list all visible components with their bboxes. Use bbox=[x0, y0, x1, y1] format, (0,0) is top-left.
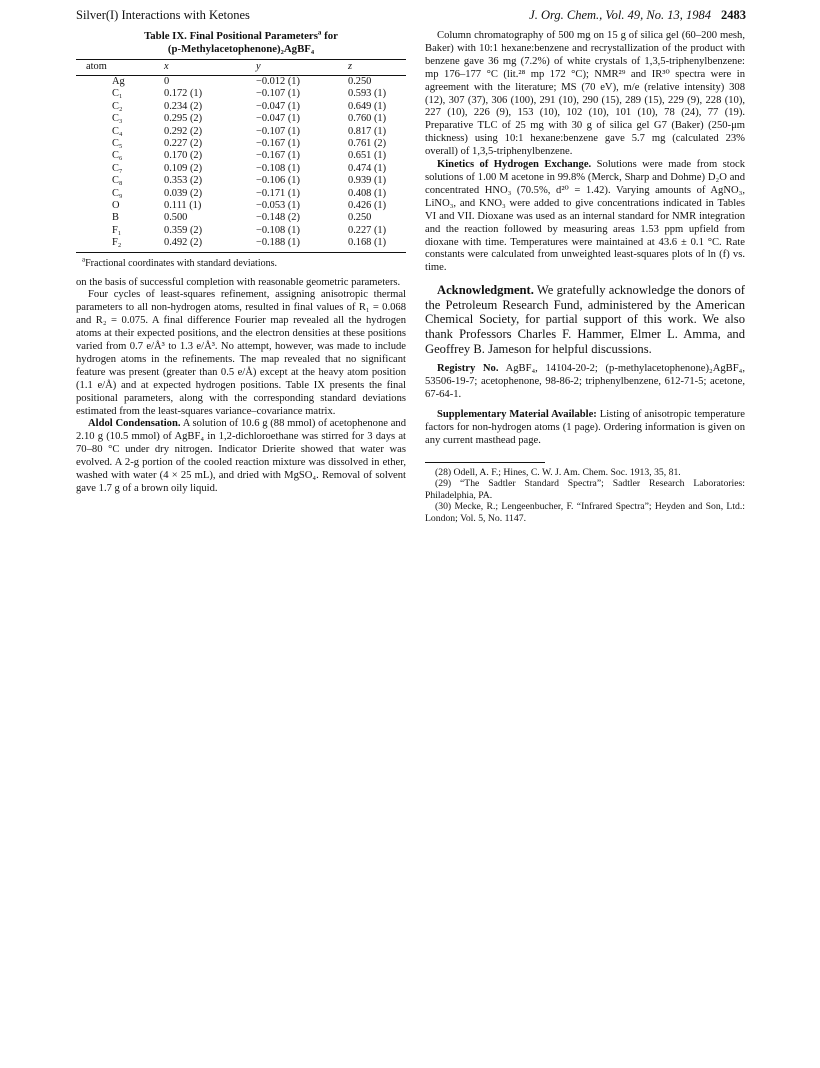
paragraph-acknowledgment bbox=[425, 283, 745, 356]
cell-z: 0.250 bbox=[348, 212, 372, 224]
paragraph-refinement: Four cycles of least-squares refinement, assigning anisotropic thermal parameters to all non-hydrogen atoms, resulted in final values of R₁ = 0.068 and R₂ = 0.075. A final difference Fourier map revealed all the hydrogen atoms at their expected positions, and the electron densities at these positions varied from 0.7 e/Å³ to 1.3 e/Å³. No attempt, however, was made to include hydrogen atoms in the refinements. The map revealed that no significant feature was present (greater than 0.5 e/Å) except at the heavy atom position (1.1 e/Å) and at expected hydrogen positions. Table IX presents the final positional parameters, along with the corresponding standard deviations estimated from the least-squares variance–covariance matrix. bbox=[76, 289, 406, 417]
cell-y: −0.108 (1) bbox=[256, 162, 300, 174]
supplementary-body: Listing of anisotropic temperature factors for non-hydrogen atoms (1 page). Ordering information is given on any current masthead page. bbox=[425, 408, 745, 446]
cell-atom: F₁ bbox=[112, 224, 122, 236]
cell-x: 0.292 (2) bbox=[164, 125, 203, 137]
table-row bbox=[76, 237, 406, 252]
cell-y: −0.012 (1) bbox=[256, 75, 300, 87]
cell-y: −0.167 (1) bbox=[256, 137, 300, 149]
column-header-z: z bbox=[348, 60, 406, 76]
positional-parameters-table bbox=[76, 59, 406, 253]
paragraph-kinetics bbox=[425, 159, 745, 275]
left-column bbox=[76, 30, 406, 496]
supplementary-heading: Supplementary Material Available: bbox=[437, 408, 597, 420]
cell-x: 0.500 bbox=[164, 212, 188, 224]
cell-y: −0.188 (1) bbox=[256, 237, 348, 252]
cell-atom: C₈ bbox=[112, 175, 123, 187]
table-row bbox=[76, 113, 406, 125]
cell-y: −0.108 (1) bbox=[256, 224, 300, 236]
cell-y: −0.167 (1) bbox=[256, 150, 300, 162]
cell-atom: C₅ bbox=[112, 137, 123, 149]
registry-body: AgBF₄, 14104-20-2; (p-methylacetophenone)₂AgBF₄, 53506-19-7; acetophenone, 98-86-2; triphenylbenzene, 612-71-5; acetone, 67-64-1. bbox=[425, 363, 745, 400]
paragraph-chromatography: Column chromatography of 500 mg on 15 g of silica gel (60–200 mesh, Baker) with 10:1 hexane:benzene and recrystallization of the product with benzene gave 36 mg (7.2%) of white crystals of 1,3,5-triphenylbenzene: mp 176–177 °C (lit.²⁸ mp 172 °C); NMR²⁹ and IR³⁰ spectra were in agreement with the literature; MS (70 eV), m/e (relative intensity) 308 (12), 307 (37), 306 (100), 291 (10), 290 (15), 289 (15), 229 (9), 228 (10), 227 (10), 226 (9), 153 (10), 102 (10), 101 (10), 78 (24), 77 (19). Preparative TLC of 25 mg with 30 g of silica gel G7 (Baker) (250-μm thickness) using 10:1 hexane:benzene gave 5.7 mg (calculated 23% overall) of 1,3,5-triphenylbenzene. bbox=[425, 30, 745, 158]
cell-atom: C₃ bbox=[112, 113, 123, 125]
cell-atom: Ag bbox=[112, 75, 125, 87]
reference-28: (28) Odell, A. F.; Hines, C. W. J. Am. Chem. Soc. 1913, 35, 81. bbox=[435, 466, 681, 478]
table-row bbox=[76, 200, 406, 212]
cell-x: 0.111 (1) bbox=[164, 199, 202, 211]
cell-y: −0.047 (1) bbox=[256, 113, 300, 125]
table-title bbox=[76, 30, 406, 55]
table-footnote bbox=[76, 255, 406, 271]
cell-z: 0.817 (1) bbox=[348, 125, 387, 137]
cell-x: 0.359 (2) bbox=[164, 224, 203, 236]
right-column bbox=[425, 30, 745, 525]
cell-atom: C₆ bbox=[112, 150, 123, 162]
reference-30: (30) Mecke, R.; Lengeenbucher, F. “Infrared Spectra”; Heyden and Son, Ltd.: London; Vol. 5, No. 1147. bbox=[425, 501, 745, 524]
aldol-heading: Aldol Condensation. bbox=[88, 418, 181, 430]
cell-x: 0.172 (1) bbox=[164, 88, 203, 100]
table-row bbox=[76, 88, 406, 100]
footnote-text: Fractional coordinates with standard deviations. bbox=[85, 257, 278, 269]
cell-z: 0.761 (2) bbox=[348, 137, 387, 149]
table-row bbox=[76, 75, 406, 88]
cell-z: 0.939 (1) bbox=[348, 175, 387, 187]
journal-citation bbox=[529, 8, 746, 23]
table-row bbox=[76, 163, 406, 175]
acknowledgment-body: We gratefully acknowledge the donors of the Petroleum Research Fund, administered by the American Chemical Society, for partial support of this work. We also thank Professors Charles F. Hammer, Elmer L. Amma, and Geoffrey B. Jameson for helpful discussions. bbox=[425, 283, 745, 356]
cell-z: 0.168 (1) bbox=[348, 237, 406, 252]
reference-29: (29) “The Sadtler Standard Spectra”; Sadtler Research Laboratories: Philadelphia, PA. bbox=[425, 478, 745, 501]
table-title-mark: a bbox=[317, 28, 322, 37]
cell-x: 0.353 (2) bbox=[164, 175, 203, 187]
cell-x: 0.492 (2) bbox=[164, 237, 256, 252]
table-header-row bbox=[76, 60, 406, 76]
cell-z: 0.651 (1) bbox=[348, 150, 387, 162]
journal-name: J. Org. Chem., Vol. 49, No. 13, 1984 bbox=[529, 8, 711, 22]
cell-z: 0.227 (1) bbox=[348, 224, 387, 236]
cell-atom: O bbox=[112, 199, 120, 211]
kinetics-body: Solutions were made from stock solutions of 1.00 M acetone in 99.8% (Merck, Sharp and Dohme) D₂O and concentrated HNO₃ (70.5%, d²⁰ = 1.42). Varying amounts of AgNO₃, LiNO₃, and KNO₃ were added to give concentrations indicated in Tables VI and VII. Dioxane was used as an internal standard for NMR integration and the reaction followed by measuring areas 1.53 ppm upfield from dioxane with time. Temperatures were maintained at 43.6 ± 0.1 °C. Rate constants were calculated from unweighted least-squares plots of ln (f) vs. time. bbox=[425, 159, 745, 274]
table-row bbox=[76, 188, 406, 200]
paragraph-continuation: on the basis of successful completion with reasonable geometric parameters. bbox=[76, 276, 401, 288]
cell-z: 0.593 (1) bbox=[348, 88, 387, 100]
cell-atom: B bbox=[112, 212, 119, 224]
cell-y: −0.047 (1) bbox=[256, 100, 300, 112]
cell-y: −0.053 (1) bbox=[256, 199, 300, 211]
table-row bbox=[76, 101, 406, 113]
registry-heading: Registry No. bbox=[437, 363, 499, 375]
table-row bbox=[76, 175, 406, 187]
cell-x: 0 bbox=[164, 75, 170, 87]
paragraph-registry bbox=[425, 363, 745, 402]
cell-y: −0.106 (1) bbox=[256, 175, 300, 187]
cell-z: 0.250 bbox=[348, 75, 372, 87]
table-row bbox=[76, 150, 406, 162]
running-title: Silver(I) Interactions with Ketones bbox=[76, 8, 250, 22]
cell-y: −0.148 (2) bbox=[256, 212, 300, 224]
table-row bbox=[76, 225, 406, 237]
table-title-line2: (p-Methylacetophenone)₂AgBF₄ bbox=[167, 42, 315, 55]
cell-z: 0.649 (1) bbox=[348, 100, 387, 112]
cell-atom: C₁ bbox=[112, 88, 123, 100]
page-number: 2483 bbox=[721, 8, 746, 22]
cell-x: 0.227 (2) bbox=[164, 137, 203, 149]
cell-atom: C₄ bbox=[112, 125, 123, 137]
running-header bbox=[76, 6, 746, 26]
kinetics-heading: Kinetics of Hydrogen Exchange. bbox=[437, 159, 592, 171]
cell-x: 0.234 (2) bbox=[164, 100, 203, 112]
cell-y: −0.107 (1) bbox=[256, 125, 300, 137]
cell-atom: C₉ bbox=[112, 187, 123, 199]
aldol-body: A solution of 10.6 g (88 mmol) of acetophenone and 2.10 g (10.5 mmol) of AgBF₄ in 1,2-dichloroethane was stirred for 3 days at 70–80 °C under dry nitrogen. Indicator Drierite showed that water was evolved. A 2-g portion of the cooled reaction mixture was dissolved in ether, washed with water (4 × 25 mL), and dried with MgSO₄. Removal of solvent gave 1.7 g of a brown oily liquid. bbox=[76, 418, 406, 494]
table-title-tail: for bbox=[321, 30, 338, 42]
cell-z: 0.474 (1) bbox=[348, 162, 387, 174]
cell-x: 0.295 (2) bbox=[164, 113, 203, 125]
cell-z: 0.760 (1) bbox=[348, 113, 387, 125]
column-header-y: y bbox=[256, 60, 348, 76]
cell-z: 0.426 (1) bbox=[348, 199, 387, 211]
cell-atom: C₂ bbox=[112, 100, 123, 112]
table-row bbox=[76, 138, 406, 150]
paragraph-supplementary bbox=[425, 409, 745, 448]
table-row bbox=[76, 126, 406, 138]
paragraph-aldol bbox=[76, 418, 406, 495]
cell-x: 0.170 (2) bbox=[164, 150, 203, 162]
column-header-atom: atom bbox=[76, 60, 164, 76]
cell-atom: F₂ bbox=[76, 237, 164, 252]
cell-x: 0.039 (2) bbox=[164, 187, 203, 199]
cell-x: 0.109 (2) bbox=[164, 162, 203, 174]
cell-atom: C₇ bbox=[112, 162, 123, 174]
references-rule bbox=[425, 462, 545, 463]
column-header-x: x bbox=[164, 60, 256, 76]
cell-z: 0.408 (1) bbox=[348, 187, 387, 199]
cell-y: −0.107 (1) bbox=[256, 88, 300, 100]
cell-y: −0.171 (1) bbox=[256, 187, 300, 199]
table-row bbox=[76, 212, 406, 224]
references bbox=[425, 467, 745, 525]
acknowledgment-heading: Acknowledgment. bbox=[437, 283, 534, 298]
table-title-line1: Table IX. Final Positional Parameters bbox=[144, 30, 318, 42]
footnote-mark: a bbox=[82, 255, 86, 264]
